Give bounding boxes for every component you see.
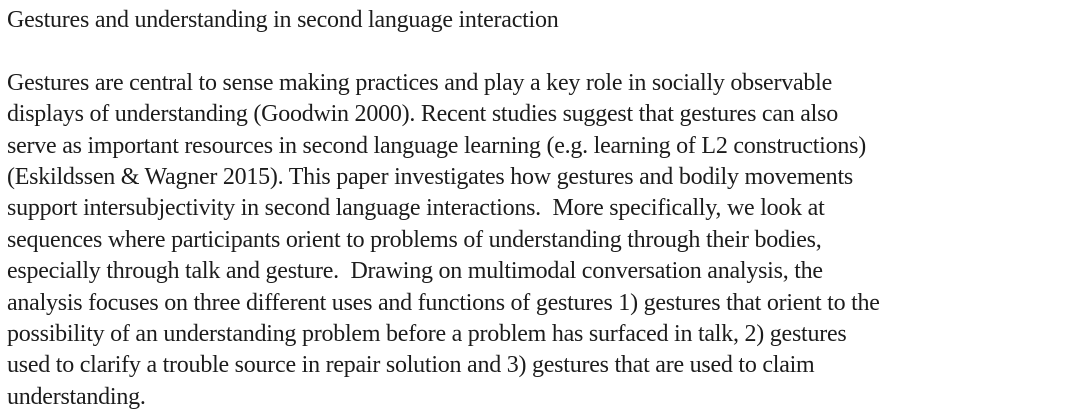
paragraph-line: understanding.	[7, 383, 146, 410]
paragraph-line: (Eskildssen & Wagner 2015). This paper investigates how gestures and bodily movements	[7, 164, 853, 191]
paragraph-line: used to clarify a trouble source in repair solution and 3) gestures that are used to claim	[7, 352, 815, 379]
paragraph-line: sequences where participants orient to problems of understanding through their bodies,	[7, 226, 822, 253]
document-title: Gestures and understanding in second language interaction	[7, 7, 559, 33]
paragraph-line: Gestures are central to sense making practices and play a key role in socially observable	[7, 69, 832, 96]
abstract-paragraph	[7, 68, 1080, 413]
paragraph-line: displays of understanding (Goodwin 2000). Recent studies suggest that gestures can also	[7, 101, 838, 128]
paragraph-line: serve as important resources in second language learning (e.g. learning of L2 constructions)	[7, 132, 866, 159]
paragraph-line: analysis focuses on three different uses and functions of gestures 1) gestures that orient to the	[7, 289, 880, 316]
blank-line	[7, 36, 1080, 67]
paragraph-line: support intersubjectivity in second language interactions. More specifically, we look at	[7, 195, 825, 222]
paragraph-line: especially through talk and gesture. Drawing on multimodal conversation analysis, the	[7, 258, 823, 285]
paragraph-line: possibility of an understanding problem before a problem has surfaced in talk, 2) gestures	[7, 321, 847, 348]
